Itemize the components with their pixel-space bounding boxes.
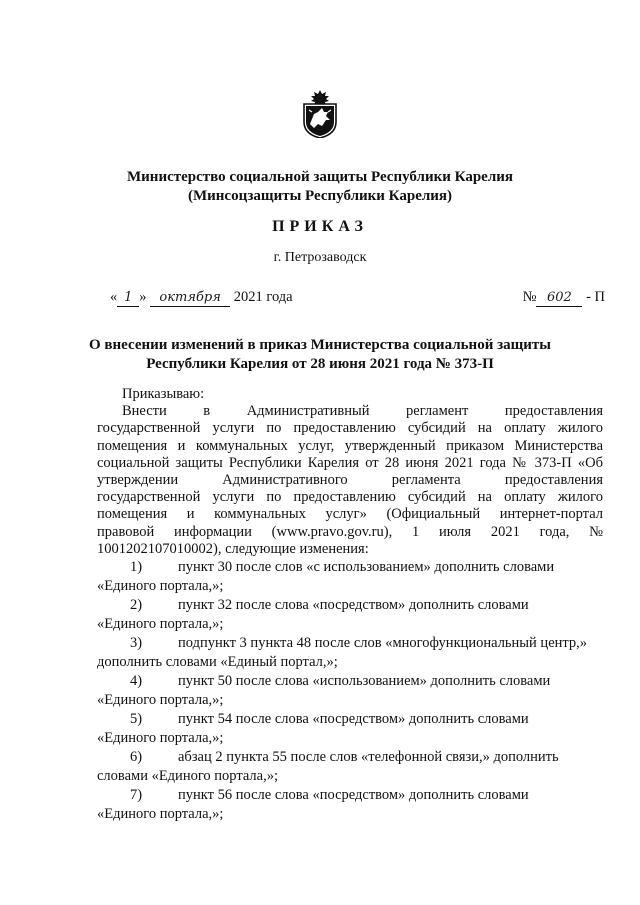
item-text-line-1: пункт 56 после слова «посредством» дополнить словами <box>178 787 529 803</box>
item-text-line-2: словами «Единого портала,»; <box>97 768 279 784</box>
order-date <box>110 289 293 307</box>
item-number: 1) <box>130 559 143 575</box>
item-text-line-2: «Единого портала,»; <box>97 578 224 594</box>
city-name: г. Петрозаводск <box>273 250 367 265</box>
list-item <box>97 710 603 748</box>
para-line-7: помещения и коммунальных услуг» (Официальный интернет-портал <box>97 506 603 523</box>
order-number <box>523 289 605 307</box>
item-text-line-2: «Единого портала,»; <box>97 730 224 746</box>
item-text-line-1: подпункт 3 пункта 48 после слов «многофункциональный центр,» <box>178 635 588 651</box>
date-day: 1 <box>117 290 139 307</box>
para-line-2: государственной услуги по предоставлению субсидий на оплату жилого <box>97 420 603 437</box>
number-suffix: - П <box>586 289 605 305</box>
list-item <box>97 596 603 634</box>
list-item <box>97 786 603 824</box>
para-line-6: государственной услуги по предоставлению субсидий на оплату жилого <box>97 489 603 506</box>
para-line-3: помещения и коммунальных услуг, утвержденный приказом Министерства <box>97 437 603 454</box>
para-line-5: утверждении Административного регламента предоставления <box>97 472 603 489</box>
list-item <box>97 748 603 786</box>
item-text-line-1: пункт 54 после слова «посредством» дополнить словами <box>178 711 529 727</box>
item-number: 4) <box>130 673 143 689</box>
item-text-line-2: дополнить словами «Единый портал,»; <box>97 654 338 670</box>
order-body <box>97 386 603 558</box>
para-line-4: социальной защиты Республики Карелия от 28 июня 2021 года № 373-П «Об <box>97 454 603 471</box>
date-month: октября <box>150 290 230 307</box>
amendment-list <box>97 558 603 824</box>
order-word: Приказываю: <box>122 386 205 402</box>
ministry-line-2: (Минсоцзащиты Республики Карелия) <box>187 188 453 204</box>
date-year: 2021 года <box>233 289 293 305</box>
ministry-line-1: Министерство социальной защиты Республики Карелия <box>127 169 513 185</box>
list-item <box>97 634 603 672</box>
para-line-8: правовой информации (www.pravo.gov.ru), 1 июля 2021 года, № <box>97 523 603 540</box>
item-number: 2) <box>130 597 143 613</box>
order-title-line-1: О внесении изменений в приказ Министерства социальной защиты <box>88 337 552 353</box>
coat-of-arms-emblem <box>300 90 340 138</box>
list-item <box>97 558 603 596</box>
list-item <box>97 672 603 710</box>
date-close-quote: » <box>139 289 147 305</box>
item-text-line-2: «Единого портала,»; <box>97 692 224 708</box>
item-text-line-2: «Единого портала,»; <box>97 806 224 822</box>
item-number: 3) <box>130 635 143 651</box>
number-value: 602 <box>536 290 582 307</box>
item-text-line-1: пункт 32 после слова «посредством» дополнить словами <box>178 597 529 613</box>
item-text-line-1: пункт 30 после слов «с использованием» дополнить словами <box>178 559 555 575</box>
ministry-name <box>0 168 640 206</box>
order-title-line-2: Республики Карелия от 28 июня 2021 года № 373-П <box>146 356 494 372</box>
item-text-line-1: пункт 50 после слова «использованием» дополнить словами <box>178 673 551 689</box>
item-number: 5) <box>130 711 143 727</box>
item-text-line-1: абзац 2 пункта 55 после слов «телефонной связи,» дополнить <box>178 749 559 765</box>
item-number: 7) <box>130 787 143 803</box>
date-open-quote: « <box>110 289 118 305</box>
para-line-1: Внести в Административный регламент предоставления <box>122 403 603 420</box>
document-type: ПРИКАЗ <box>272 218 368 235</box>
item-text-line-2: «Единого портала,»; <box>97 616 224 632</box>
order-title <box>0 336 640 374</box>
para-line-9: 1001202107010002), следующие изменения: <box>97 540 369 557</box>
item-number: 6) <box>130 749 143 765</box>
number-prefix: № <box>522 289 537 305</box>
